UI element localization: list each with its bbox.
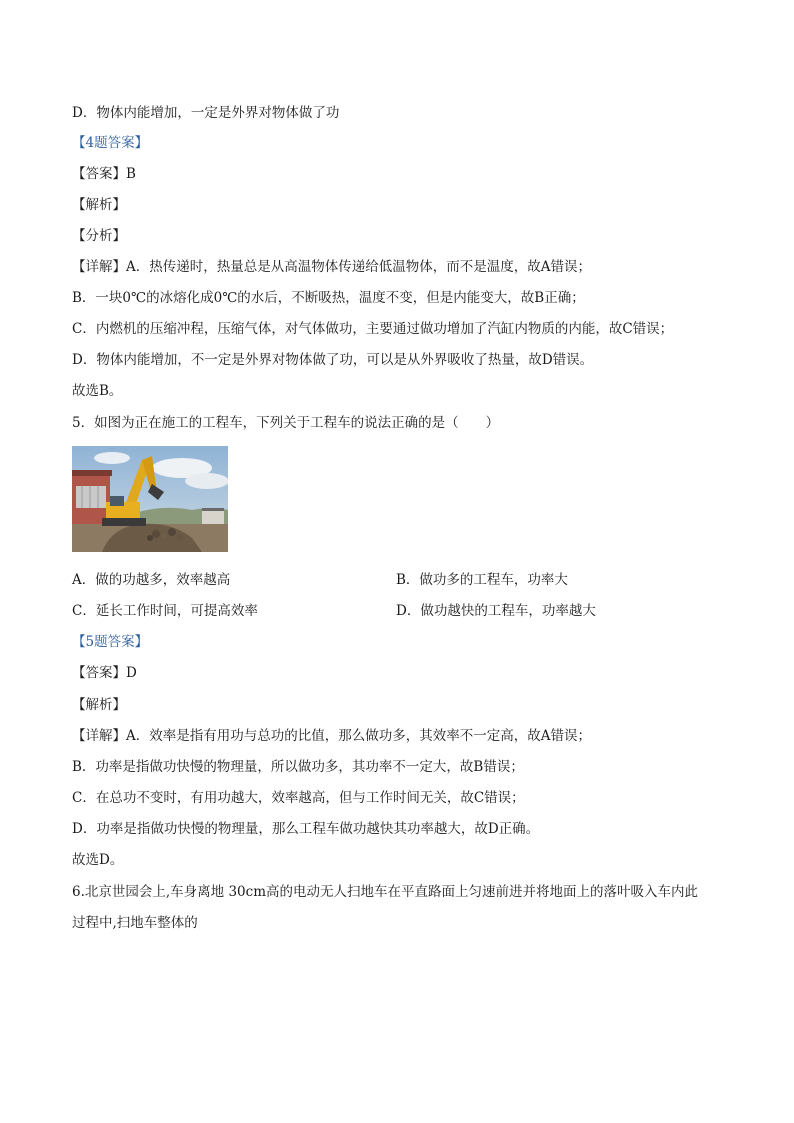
q5-detail-a: 【详解】A．效率是指有用功与总功的比值，那么做功多，其效率不一定高，故A错误； xyxy=(72,728,591,744)
q5-conclusion: 故选D。 xyxy=(72,852,124,868)
q5-detail-c: C．在总功不变时，有用功越大，效率越高，但与工作时间无关，故C错误； xyxy=(72,790,525,806)
q4-detail-c: C．内燃机的压缩冲程，压缩气体，对气体做功，主要通过做功增加了汽缸内物质的内能，故C错误； xyxy=(72,321,674,337)
q5-analysis-label: 【解析】 xyxy=(72,697,126,713)
q4-answer-header: 【4题答案】 xyxy=(72,135,149,151)
q5-option-a: A．做的功越多，效率越高 xyxy=(72,572,231,588)
q4-fenxi-label: 【分析】 xyxy=(72,228,126,244)
q6-question-line2: 过程中,扫地车整体的 xyxy=(72,915,198,931)
q4-option-d: D．物体内能增加，一定是外界对物体做了功 xyxy=(72,105,340,121)
q4-analysis-label: 【解析】 xyxy=(72,197,126,213)
q5-detail-d: D．功率是指做功快慢的物理量，那么工程车做功越快其功率越大，故D正确。 xyxy=(72,821,540,837)
q4-detail-d: D．物体内能增加，不一定是外界对物体做了功，可以是从外界吸收了热量，故D错误。 xyxy=(72,352,594,368)
q5-option-d: D．做功越快的工程车，功率越大 xyxy=(396,603,596,619)
q4-detail-b: B．一块0℃的冰熔化成0℃的水后，不断吸热，温度不变，但是内能变大，故B正确； xyxy=(72,290,585,306)
q5-option-b: B．做功多的工程车，功率大 xyxy=(396,572,568,588)
q6-question-line1: 6.北京世园会上,车身离地 30cm高的电动无人扫地车在平直路面上匀速前进并将地面上的落叶吸入车内此 xyxy=(72,884,699,900)
q5-detail-b: B．功率是指做功快慢的物理量，所以做功多，其功率不一定大，故B错误； xyxy=(72,759,524,775)
q5-answer: 【答案】D xyxy=(72,665,137,681)
q5-question: 5．如图为正在施工的工程车，下列关于工程车的说法正确的是（ ） xyxy=(72,415,500,431)
q5-answer-header: 【5题答案】 xyxy=(72,634,149,650)
q5-option-c: C．延长工作时间，可提高效率 xyxy=(72,603,258,619)
q4-detail-a: 【详解】A．热传递时，热量总是从高温物体传递给低温物体，而不是温度，故A错误； xyxy=(72,259,591,275)
excavator-photo xyxy=(72,446,228,552)
q4-conclusion: 故选B。 xyxy=(72,383,123,399)
q4-answer: 【答案】B xyxy=(72,166,136,182)
